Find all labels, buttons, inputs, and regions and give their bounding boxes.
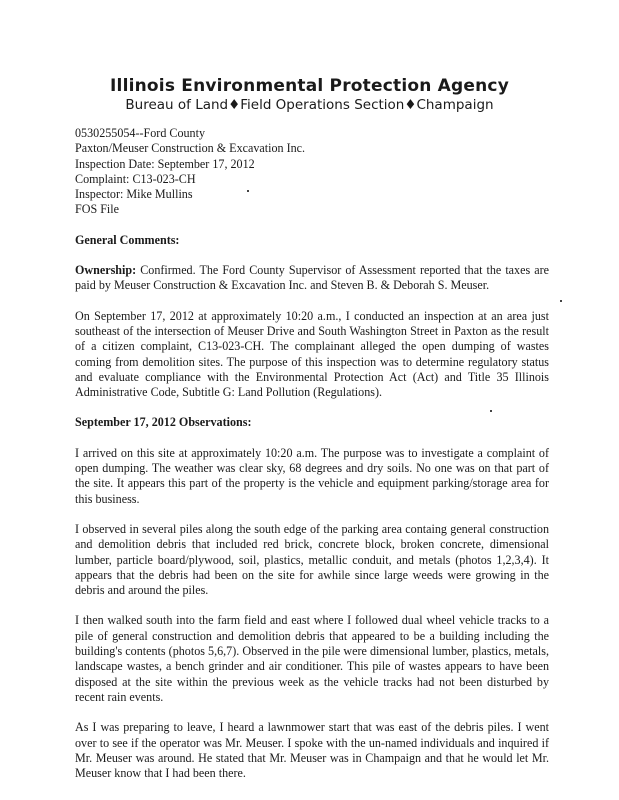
inspector-name: Inspector: Mike Mullins xyxy=(75,187,193,202)
scan-speck xyxy=(560,300,562,302)
file-type: FOS File xyxy=(75,202,120,217)
site-id: 0530255054--Ford County xyxy=(75,126,206,140)
observation-paragraph: I observed in several piles along the south edge of the parking area containg general construction and demolition debris that included red brick, concrete block, broken concrete, dimensional lumber, particle board/plywood, soil, plastics, metallic conduit, and metals (photos 1,2,3,4). It appears that the debris had been on the site for awhile since large weeds were growing in the debris and around the piles. xyxy=(75,521,549,598)
observation-paragraph: As I was preparing to leave, I heard a lawnmower start that was east of the debris piles. I went over to see if the operator was Mr. Meuser. I spoke with the un-named individuals and inquired if Mr. Meuser was around. He stated that Mr. Meuser was in Champaign and that he would let Mr. Meuser know that I had been there. xyxy=(75,720,549,781)
ownership-paragraph xyxy=(75,263,549,294)
observation-paragraph: I then walked south into the farm field and east where I followed dual wheel vehicle tracks to a pile of general construction and demolition debris that appeared to be a building including the building's contents (photos 5,6,7). Observed in the pile were dimensional lumber, plastics, metals, landscape wastes, a bench grinder and air conditioner. This pile of wastes appears to have been disposed at the site within the previous week as the vehicle tracks had not been disturbed by recent rain events. xyxy=(75,613,549,704)
inspection-date: Inspection Date: September 17, 2012 xyxy=(75,156,255,171)
intro-paragraph: On September 17, 2012 at approximately 10:20 a.m., I conducted an inspection at an area just southeast of the intersection of Meuser Drive and South Washington Street in Paxton as the result of a citizen complaint, C13-023-CH. The complainant alleged the open dumping of wastes coming from demolition sites. The purpose of this inspection was to determine regulatory status and evaluate compliance with the Environmental Protection Act (Act) and Title 35 Illinois Administrative Code, Subtitle G: Land Pollution (Regulations). xyxy=(75,308,549,400)
ownership-label: Ownership: xyxy=(75,263,137,278)
report-meta xyxy=(75,126,549,218)
scan-speck xyxy=(247,190,249,192)
complaint-number: Complaint: C13-023-CH xyxy=(75,171,196,186)
observations-heading: September 17, 2012 Observations: xyxy=(75,415,252,430)
observation-paragraph: I arrived on this site at approximately 10:20 a.m. The purpose was to investigate a complaint of open dumping. The weather was clear sky, 68 degrees and dry soils. No one was on that part of the site. It appears this part of the property is the vehicle and equipment parking/storage area for this business. xyxy=(75,445,549,506)
report-body xyxy=(75,126,549,781)
agency-title: Illinois Environmental Protection Agency xyxy=(110,76,509,96)
general-comments-heading: General Comments: xyxy=(75,232,180,247)
facility-name: Paxton/Meuser Construction & Excavation Inc. xyxy=(75,141,306,156)
ownership-text: Confirmed. The Ford County Supervisor of Assessment reported that the taxes are paid by Meuser Construction & Excavation Inc. and Steven B. & Deborah S. Meuser. xyxy=(75,263,549,293)
agency-subtitle: Bureau of Land♦Field Operations Section♦Champaign xyxy=(125,97,494,113)
scan-speck xyxy=(490,410,492,412)
